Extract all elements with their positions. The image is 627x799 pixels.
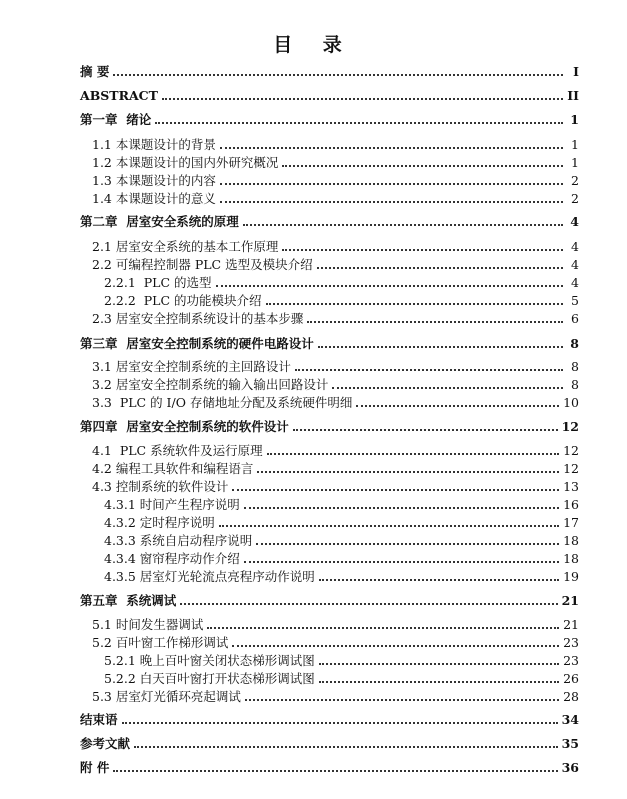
toc-leader-dots [232, 635, 559, 647]
toc-section-row[interactable] [92, 459, 579, 476]
toc-entry-title: 3.3 PLC 的 I/O 存储地址分配及系统硬件明细 [92, 395, 353, 410]
toc-section-row[interactable] [92, 375, 579, 392]
toc-leader-dots [219, 515, 559, 527]
toc-leader-dots [243, 214, 563, 226]
toc-section-row[interactable] [92, 633, 579, 650]
toc-section-row[interactable] [104, 549, 579, 566]
toc-entry-title: ABSTRACT [80, 88, 158, 103]
toc-entry-title: 2.2.2 PLC 的功能模块介绍 [104, 293, 262, 308]
toc-leader-dots [267, 443, 560, 455]
toc-section-row[interactable] [104, 567, 579, 584]
toc-page-number: 18 [563, 551, 579, 566]
toc-entry-title: 4.3.3 系统自启动程序说明 [104, 533, 253, 548]
toc-section-row[interactable] [104, 495, 579, 512]
toc-page-number: 12 [563, 443, 579, 458]
toc-section-row[interactable] [92, 171, 579, 188]
toc-leader-dots [282, 155, 563, 167]
toc-entry-title: 4.3.1 时间产生程序说明 [104, 497, 240, 512]
toc-section-row[interactable] [104, 291, 579, 308]
toc-chapter-row[interactable] [80, 591, 579, 608]
toc-leader-dots [282, 239, 563, 251]
toc-chapter-row[interactable] [80, 734, 579, 751]
toc-section-row[interactable] [92, 189, 579, 206]
toc-section-row[interactable] [92, 309, 579, 326]
toc-leader-dots [207, 617, 559, 629]
toc-entry-title: 3.2 居室安全控制系统的输入输出回路设计 [92, 377, 329, 392]
toc-section-row[interactable] [104, 531, 579, 548]
toc-page-number: 8 [571, 377, 579, 392]
toc-entry-title: 4.1 PLC 系统软件及运行原理 [92, 443, 263, 458]
toc-leader-dots [232, 479, 559, 491]
toc-page-number: 6 [571, 311, 579, 326]
toc-section-row[interactable] [92, 477, 579, 494]
toc-entry-title: 第二章 居室安全系统的原理 [80, 214, 239, 229]
toc-chapter-row[interactable] [80, 110, 579, 127]
toc-section-row[interactable] [92, 255, 579, 272]
toc-leader-dots [113, 760, 557, 772]
toc-leader-dots [266, 293, 563, 305]
toc-page-number: 4 [571, 275, 579, 290]
toc-entry-title: 第四章 居室安全控制系统的软件设计 [80, 419, 289, 434]
toc-page-number: 4 [571, 239, 579, 254]
toc-entry-title: 4.3 控制系统的软件设计 [92, 479, 229, 494]
toc-entry-title: 1.2 本课题设计的国内外研究概况 [92, 155, 279, 170]
toc-entry-title: 5.2 百叶窗工作梯形调试 [92, 635, 229, 650]
toc-page-number: 1 [571, 137, 579, 152]
toc-entry-title: 4.3.5 居室灯光轮流点亮程序动作说明 [104, 569, 315, 584]
toc-page-number: 12 [563, 461, 579, 476]
toc-page-number: 21 [563, 617, 579, 632]
toc-entry-title: 3.1 居室安全控制系统的主回路设计 [92, 359, 291, 374]
toc-entry-title: 1.1 本课题设计的背景 [92, 137, 216, 152]
toc-section-row[interactable] [104, 273, 579, 290]
toc-page-number: 17 [563, 515, 579, 530]
toc-page-number: 2 [571, 173, 579, 188]
toc-page-number: 16 [563, 497, 579, 512]
toc-page-number: 34 [561, 712, 579, 727]
toc-page-number: 8 [571, 359, 579, 374]
toc-page-number: 36 [561, 760, 579, 775]
toc-page-number: I [573, 64, 579, 79]
toc-page-number: 4 [570, 214, 579, 229]
toc-leader-dots [216, 275, 563, 287]
toc-page-number: 13 [563, 479, 579, 494]
toc-leader-dots [319, 671, 559, 683]
toc-entry-title: 4.2 编程工具软件和编程语言 [92, 461, 254, 476]
toc-page-number: 18 [563, 533, 579, 548]
toc-chapter-row[interactable] [80, 417, 579, 434]
toc-page-number: 35 [561, 736, 579, 751]
toc-entry-title: 1.3 本课题设计的内容 [92, 173, 216, 188]
toc-page-number: 23 [563, 653, 579, 668]
toc-entry-title: 4.3.4 窗帘程序动作介绍 [104, 551, 240, 566]
toc-leader-dots [295, 359, 563, 371]
toc-leader-dots [257, 461, 559, 473]
toc-leader-dots [356, 395, 559, 407]
toc-page-number: 8 [570, 336, 579, 351]
toc-entry-title: 1.4 本课题设计的意义 [92, 191, 216, 206]
toc-entry-title: 5.3 居室灯光循环亮起调试 [92, 689, 241, 704]
toc-entry-title: 附 件 [80, 760, 110, 775]
toc-entry-title: 5.2.1 晚上百叶窗关闭状态梯形调试图 [104, 653, 315, 668]
toc-chapter-row[interactable] [80, 710, 579, 727]
toc-page-number: 4 [571, 257, 579, 272]
toc-section-row[interactable] [92, 615, 579, 632]
toc-leader-dots [244, 551, 559, 563]
toc-entry-title: 摘 要 [80, 64, 110, 79]
toc-page-number: 12 [561, 419, 579, 434]
toc-section-row[interactable] [92, 237, 579, 254]
toc-leader-dots [113, 64, 563, 76]
toc-leader-dots [162, 88, 563, 100]
toc-chapter-row[interactable] [80, 86, 579, 103]
toc-page-number: 1 [571, 155, 579, 170]
toc-page-number: 10 [563, 395, 579, 410]
toc-leader-dots [256, 533, 559, 545]
toc-chapter-row[interactable] [80, 62, 579, 79]
toc-leader-dots [220, 191, 563, 203]
toc-page-number: 26 [563, 671, 579, 686]
toc-page-number: 23 [563, 635, 579, 650]
toc-chapter-row[interactable] [80, 334, 579, 351]
toc-leader-dots [307, 311, 563, 323]
toc-entry-title: 第五章 系统调试 [80, 593, 177, 608]
toc-leader-dots [244, 497, 559, 509]
toc-leader-dots [293, 419, 558, 431]
toc-leader-dots [319, 569, 559, 581]
toc-entry-title: 2.3 居室安全控制系统设计的基本步骤 [92, 311, 304, 326]
toc-entry-title: 4.3.2 定时程序说明 [104, 515, 215, 530]
toc-entry-title: 5.2.2 白天百叶窗打开状态梯形调试图 [104, 671, 315, 686]
toc-entry-title: 结束语 [80, 712, 118, 727]
toc-leader-dots [318, 336, 563, 348]
toc-leader-dots [180, 593, 557, 605]
toc-entry-title: 2.2 可编程控制器 PLC 选型及模块介绍 [92, 257, 313, 272]
toc-chapter-row[interactable] [80, 758, 579, 775]
toc-section-row[interactable] [92, 441, 579, 458]
toc-section-row[interactable] [92, 135, 579, 152]
toc-leader-dots [220, 173, 563, 185]
toc-entry-title: 参考文献 [80, 736, 131, 751]
toc-section-row[interactable] [92, 393, 579, 410]
toc-page-number: 2 [571, 191, 579, 206]
toc-leader-dots [319, 653, 559, 665]
toc-section-row[interactable] [104, 651, 579, 668]
toc-section-row[interactable] [92, 687, 579, 704]
toc-entry-title: 2.1 居室安全系统的基本工作原理 [92, 239, 279, 254]
toc-page-number: 1 [570, 112, 579, 127]
toc-page-number: 19 [563, 569, 579, 584]
toc-chapter-row[interactable] [80, 212, 579, 229]
toc-section-row[interactable] [104, 513, 579, 530]
toc-section-row[interactable] [104, 669, 579, 686]
toc-leader-dots [332, 377, 563, 389]
toc-leader-dots [245, 689, 559, 701]
toc-section-row[interactable] [92, 357, 579, 374]
toc-entry-title: 5.1 时间发生器调试 [92, 617, 204, 632]
toc-page-number: 21 [561, 593, 579, 608]
toc-section-row[interactable] [92, 153, 579, 170]
toc-leader-dots [134, 736, 558, 748]
toc-leader-dots [155, 112, 563, 124]
toc-leader-dots [122, 712, 558, 724]
toc-page-number: 5 [571, 293, 579, 308]
page-title: 目 录 [273, 34, 354, 56]
toc-entry-title: 第三章 居室安全控制系统的硬件电路设计 [80, 336, 314, 351]
toc-entry-title: 第一章 绪论 [80, 112, 152, 127]
toc-leader-dots [220, 137, 563, 149]
toc-page-number: 28 [563, 689, 579, 704]
toc-entry-title: 2.2.1 PLC 的选型 [104, 275, 212, 290]
toc-page-number: II [567, 88, 579, 103]
toc-leader-dots [317, 257, 563, 269]
